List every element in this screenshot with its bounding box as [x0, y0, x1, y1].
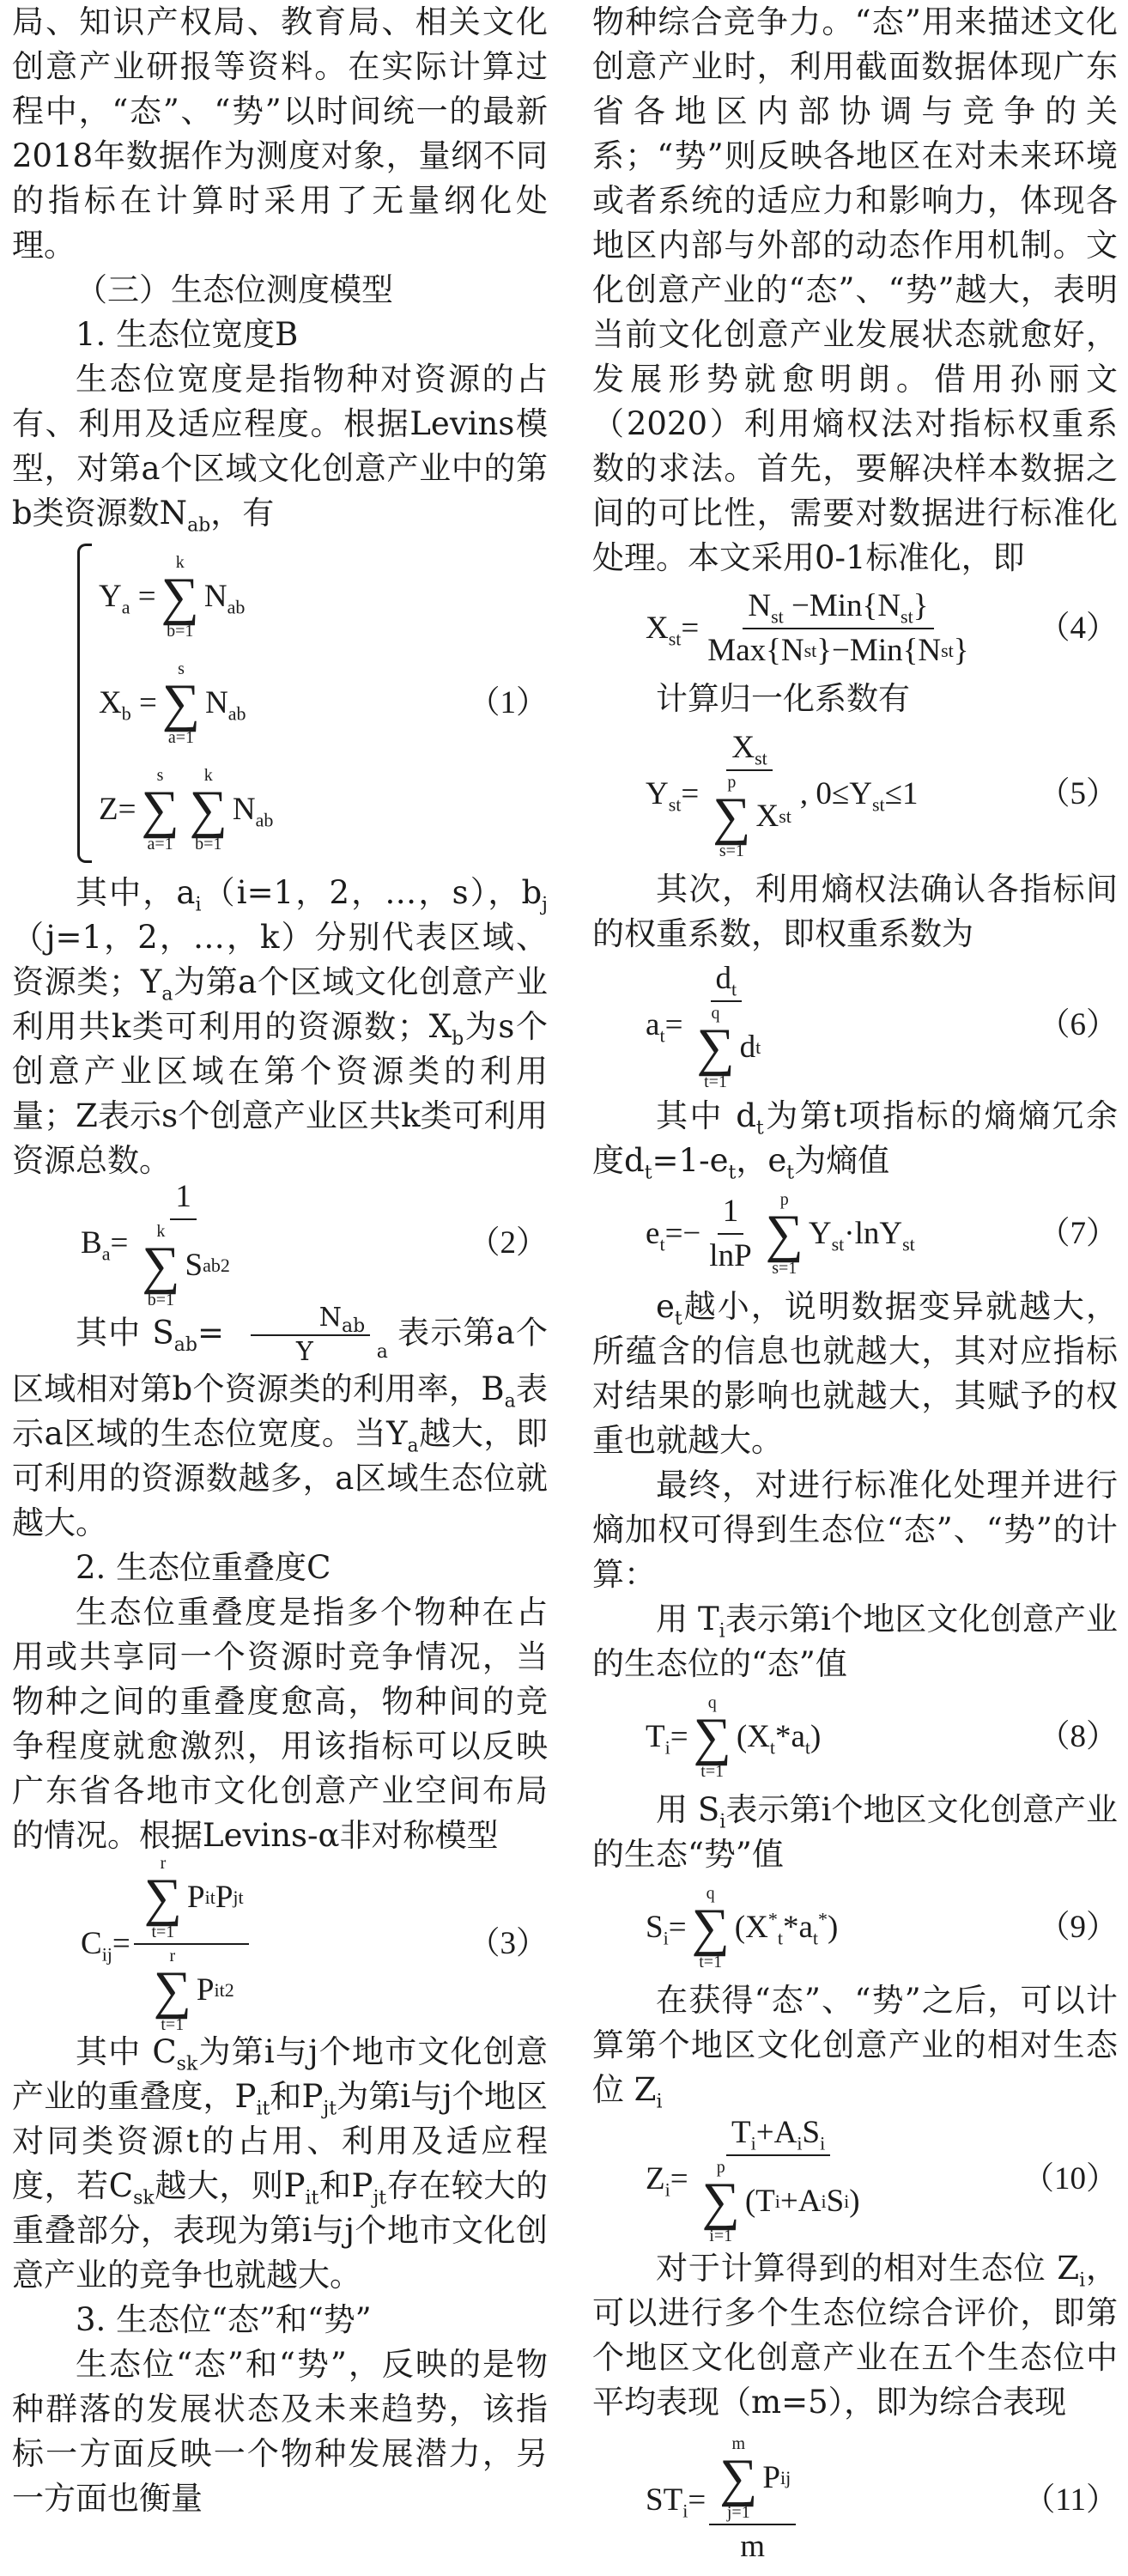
paragraph-state-value: 用 $T_i$表示第i个地区文化创意产业的生态位的“态”值	[592, 1601, 1118, 1682]
equation-1: $Y_a$ = k ∑ b=1 $N_{ab}$ $X_b$ = s ∑ a=1 $N_{ab}$ Z= s ∑ a=1 k ∑ b=1 $N_{ab}$ （1）	[12, 536, 548, 871]
paragraph-final: 最终，对进行标准化处理并进行熵加权可得到生态位“态”、“势”的计算：	[592, 1467, 1118, 1593]
equation-11: $ST_i=$ m ∑ j=1 P ij m （11）	[646, 2434, 1118, 2564]
paragraph-after-eq1: 其中，$a_i(i=1$，2，…，s），$b_j(j=1$，2，…，k）分别代表区域、资源类；$Y_a$为第a个区域文化创意产业利用共k类可利用的资源数；$X_b$为s个创意产业区域在第个资源类的利用量；Z表示s个创意产业区共k类可利用资源总数。	[12, 874, 548, 1179]
equation-number-11: （11）	[1023, 2482, 1118, 2518]
equation-number-3: （3）	[468, 1926, 548, 1961]
equation-number-2: （2）	[468, 1225, 548, 1261]
equation-number-9: （9）	[1038, 1910, 1118, 1945]
equation-5: $Y_{st}=$ $X_{st}$ p ∑ s=1 X st , $0\le Y_{st}\le 1$ （5）	[646, 730, 1118, 860]
subheading-overlap: 2. 生态位重叠度C	[76, 1549, 331, 1586]
equation-7: $e_t=-$ $\frac{1}{\ln P}$ p ∑ s=1 $Y_{st}\cdot\ln Y_{st}$ （7）	[646, 1190, 1118, 1278]
paragraph-after-eq3: 其中 $C_{sk}$为第i与j个地市文化创意产业的重叠度，$P_{it}$和$P_{jt}$为第i与j个地区对同类资源t的占用、利用及适应程度，若$C_{sk}$越大，则$P_{it}$和$P_{jt}$存在较大的重叠部分，表现为第i与j个地市文化创意产业的竞争也就越大。	[12, 2033, 549, 2293]
left-column	[12, 0, 548, 2521]
equation-10: $Z_i=$ $T_i+A_iS_i$ p ∑ i=1 (T i +A i S i ) （10）	[646, 2115, 1118, 2245]
paragraph-breadth: 生态位宽度是指物种对资源的占有、利用及适应程度。根据Levins模型，对第a个区域文化创意产业中的第b类资源数$N_{ab}$，有	[12, 361, 548, 537]
paragraph-redundancy: 其中 $d_t$为第t项指标的熵熵冗余度$d_t=1-e_t$，$e_t$为熵值	[592, 1097, 1118, 1184]
right-column	[592, 0, 1118, 2576]
paragraph-composite: 对于计算得到的相对生态位 $Z_i$，可以进行多个生态位综合评价，即第个地区文化创意产业在五个生态位中平均表现（m=5），即为综合表现	[592, 2250, 1118, 2421]
subheading-breadth: 1. 生态位宽度B	[76, 316, 299, 353]
subheading-state-trend: 3. 生态位“态”和“势”	[76, 2301, 372, 2338]
paragraph-trend-value: 用 $S_i$表示第i个地区文化创意产业的生态“势”值	[592, 1791, 1118, 1873]
paragraph-weight: 其次，利用熵权法确认各指标间的权重系数，即权重系数为	[592, 871, 1118, 952]
equation-number-7: （7）	[1038, 1216, 1118, 1251]
paragraph-state-trend: 生态位“态”和“势”，反映的是物种群落的发展状态及未来趋势，该指标一方面反映一个物种发展潜力，另一方面也衡量	[12, 2346, 548, 2517]
equation-number-1: （1）	[468, 685, 548, 720]
equation-2: $B_a=$ 1 k ∑ b=1 S ab 2 （2）	[81, 1179, 548, 1309]
section-heading-model: （三）生态位测度模型	[76, 271, 393, 308]
equation-9: $S_i=$ q ∑ t=1 $(X^*_t*a_t^*)$ （9）	[646, 1884, 1118, 1971]
equation-6: $a_t=$ $d_t$ q ∑ t=1 d t （6）	[646, 961, 1118, 1091]
equation-8: $T_i=$ q ∑ t=1 $(X_t*a_t)$ （8）	[646, 1693, 1118, 1781]
paragraph-relative-niche: 在获得“态”、“势”之后，可以计算第个地区文化创意产业的相对生态位 $Z_i$	[592, 1982, 1118, 2113]
equation-number-8: （8）	[1038, 1719, 1118, 1754]
paragraph-state-trend-cont: 物种综合竞争力。“态”用来描述文化创意产业时，利用截面数据体现广东省各地区内部协调与竞争的关系；“势”则反映各地区在对未来环境或者系统的适应力和影响力，体现各地区内部与外部的动态作用机制。文化创意产业的“态”、“势”越大，表明当前文化创意产业发展状态就愈好，发展形势就愈明朗。借用孙丽文（2020）利用熵权法对指标权重系数的求法。首先，要解决样本数据之间的可比性，需要对数据进行标准化处理。本文采用0-1标准化，即	[592, 3, 1118, 576]
equation-number-6: （6）	[1038, 1007, 1118, 1042]
equation-4: $X_{st}=$ $N_{st} -Min\{N_{st}\}$ Max{N st }−Min{N st } （4）	[646, 588, 1118, 668]
paragraph-data-source: 局、知识产权局、教育局、相关文化创意产业研报等资料。在实际计算过程中，“态”、“势”以时间统一的最新2018年数据作为测度对象，量纲不同的指标在计算时采用了无量纲化处理。	[12, 3, 548, 264]
equation-number-5: （5）	[1038, 776, 1118, 811]
equation-number-4: （4）	[1038, 611, 1118, 646]
paragraph-after-eq2: 其中 $S_{ab}=$ $N_{ab}$ Y a 表示第a个区域相对第b个资源类的利用率，$B_a$表示a区域的生态位宽度。当$Y_a$越大，即可利用的资源数越多，a区域生态位就越大。	[12, 1303, 549, 1541]
equation-3: $C_{ij}=$ r ∑ t=1 P it P jt r ∑ t=1 P it 2 （3）	[81, 1854, 548, 2034]
paragraph-entropy: $e_t$越小，说明数据变异就越大，所蕴含的信息也就越大，其对应指标对结果的影响也就越大，其赋予的权重也就越大。	[592, 1288, 1118, 1459]
equation-number-10: （10）	[1022, 2161, 1118, 2196]
paragraph-overlap: 生态位重叠度是指多个物种在占用或共享同一个资源时竞争情况，当物种之间的重叠度愈高，物种间的竞争程度就愈激烈，用该指标可以反映广东省各地市文化创意产业空间布局的情况。根据Levins-α非对称模型	[12, 1594, 548, 1854]
paragraph-normalize: 计算归一化系数有	[656, 680, 910, 717]
